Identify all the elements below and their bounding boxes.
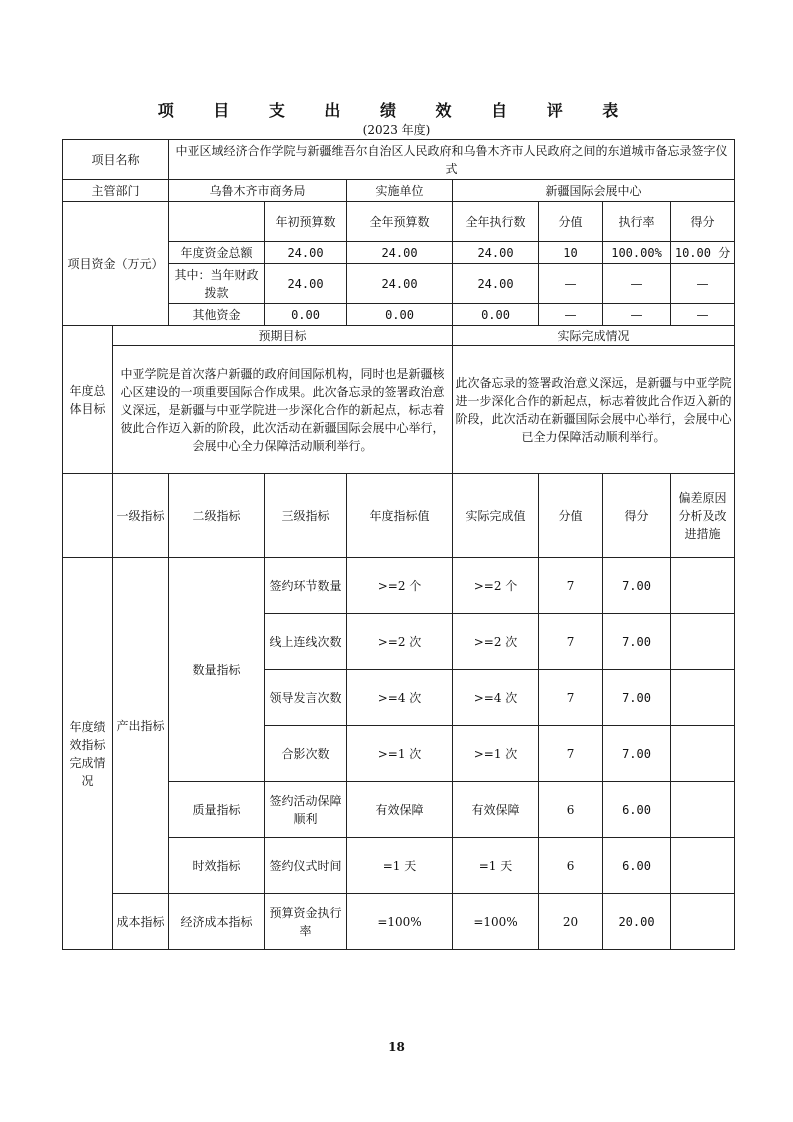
funds-cell: 10.00 分 [671,242,735,264]
actual-cell: 有效保障 [453,782,539,838]
funds-cell: 24.00 [453,242,539,264]
weight-cell: 6 [539,782,603,838]
indicator-header: 年度指标值 [347,474,453,558]
target-cell: =100% [347,894,453,950]
funds-cell: 0.00 [347,304,453,326]
dept-label: 主管部门 [63,180,169,202]
indicator-row [63,894,735,950]
funds-cell: 24.00 [347,264,453,304]
funds-header-blank [169,202,265,242]
level3-cell: 合影次数 [265,726,347,782]
goals-header-row [63,326,735,346]
actual-goal-header: 实际完成情况 [453,326,735,346]
page-title: 项 目 支 出 绩 效 自 评 表 [157,101,636,120]
target-cell: =1 天 [347,838,453,894]
note-cell [671,614,735,670]
actual-cell: >=2 次 [453,614,539,670]
weight-cell: 7 [539,726,603,782]
funds-header-row [63,202,735,242]
weight-cell: 6 [539,838,603,894]
indicator-header: 二级指标 [169,474,265,558]
actual-cell: =1 天 [453,838,539,894]
funds-header: 分值 [539,202,603,242]
funds-cell: — [603,304,671,326]
funds-cell: — [603,264,671,304]
indicator-header: 一级指标 [113,474,169,558]
funds-cell: 24.00 [453,264,539,304]
page-subtitle: (2023 年度) [362,123,431,137]
goals-content-row [63,346,735,474]
level3-cell: 领导发言次数 [265,670,347,726]
project-name-label: 项目名称 [63,140,169,180]
actual-cell: >=4 次 [453,670,539,726]
actual-cell: >=1 次 [453,726,539,782]
note-cell [671,558,735,614]
funds-cell: 0.00 [453,304,539,326]
weight-cell: 7 [539,614,603,670]
weight-cell: 7 [539,670,603,726]
funds-cell: 24.00 [265,242,347,264]
target-cell: >=2 次 [347,614,453,670]
note-cell [671,838,735,894]
note-cell [671,782,735,838]
impl-label: 实施单位 [347,180,453,202]
level2-timeliness: 时效指标 [169,838,265,894]
funds-row-label: 其他资金 [169,304,265,326]
indicators-section-label: 年度绩效指标完成情况 [63,558,113,950]
funds-row-label: 其中：当年财政拨款 [169,264,265,304]
level1-cost: 成本指标 [113,894,169,950]
note-cell [671,670,735,726]
note-cell [671,726,735,782]
funds-cell: 100.00% [603,242,671,264]
goals-label: 年度总体目标 [63,326,113,474]
level2-economic-cost: 经济成本指标 [169,894,265,950]
indicator-header: 偏差原因分析及改进措施 [671,474,735,558]
score-cell: 6.00 [603,782,671,838]
level3-cell: 签约活动保障顺利 [265,782,347,838]
score-cell: 7.00 [603,614,671,670]
funds-cell: 24.00 [265,264,347,304]
actual-cell: =100% [453,894,539,950]
target-cell: >=1 次 [347,726,453,782]
indicator-header-blank [63,474,113,558]
funds-header: 全年预算数 [347,202,453,242]
weight-cell: 20 [539,894,603,950]
department-row [63,180,735,202]
target-cell: >=2 个 [347,558,453,614]
actual-cell: >=2 个 [453,558,539,614]
project-name-value: 中亚区域经济合作学院与新疆维吾尔自治区人民政府和乌鲁木齐市人民政府之间的东道城市备忘录签字仪式 [169,140,735,180]
funds-cell: 24.00 [347,242,453,264]
level1-output: 产出指标 [113,558,169,894]
level3-cell: 预算资金执行率 [265,894,347,950]
dept-value: 乌鲁木齐市商务局 [169,180,347,202]
weight-cell: 7 [539,558,603,614]
score-cell: 7.00 [603,726,671,782]
impl-value: 新疆国际会展中心 [453,180,735,202]
funds-header: 执行率 [603,202,671,242]
indicator-row [63,558,735,614]
level3-cell: 签约仪式时间 [265,838,347,894]
note-cell [671,894,735,950]
target-cell: >=4 次 [347,670,453,726]
expected-goal-text: 中亚学院是首次落户新疆的政府间国际机构，同时也是新疆核心区建设的一项重要国际合作成果。此次备忘录的签署政治意义深远，是新疆与中亚学院进一步深化合作的新起点，标志着彼此合作迈入新的阶段，此次活动在新疆国际会展中心举行，会展中心全力保障活动顺利举行。 [113,346,453,474]
funds-cell: 10 [539,242,603,264]
level3-cell: 签约环节数量 [265,558,347,614]
funds-cell: — [671,264,735,304]
level2-quantity: 数量指标 [169,558,265,782]
funds-cell: — [539,304,603,326]
funds-cell: 0.00 [265,304,347,326]
funds-header: 全年执行数 [453,202,539,242]
funds-header: 年初预算数 [265,202,347,242]
level3-cell: 线上连线次数 [265,614,347,670]
funds-header: 得分 [671,202,735,242]
indicator-header: 得分 [603,474,671,558]
evaluation-table [62,139,735,950]
score-cell: 20.00 [603,894,671,950]
score-cell: 7.00 [603,558,671,614]
expected-goal-header: 预期目标 [113,326,453,346]
actual-goal-text: 此次备忘录的签署政治意义深远，是新疆与中亚学院进一步深化合作的新起点，标志着彼此合作迈入新的阶段，此次活动在新疆国际会展中心举行，会展中心已全力保障活动顺利举行。 [453,346,735,474]
level2-quality: 质量指标 [169,782,265,838]
funds-row-label: 年度资金总额 [169,242,265,264]
indicator-header-row [63,474,735,558]
funds-label: 项目资金（万元） [63,202,169,326]
funds-cell: — [539,264,603,304]
indicator-header: 三级指标 [265,474,347,558]
indicator-header: 分值 [539,474,603,558]
score-cell: 6.00 [603,838,671,894]
target-cell: 有效保障 [347,782,453,838]
indicator-header: 实际完成值 [453,474,539,558]
score-cell: 7.00 [603,670,671,726]
funds-cell: — [671,304,735,326]
page-number: 18 [388,1040,405,1054]
project-name-row [63,140,735,180]
